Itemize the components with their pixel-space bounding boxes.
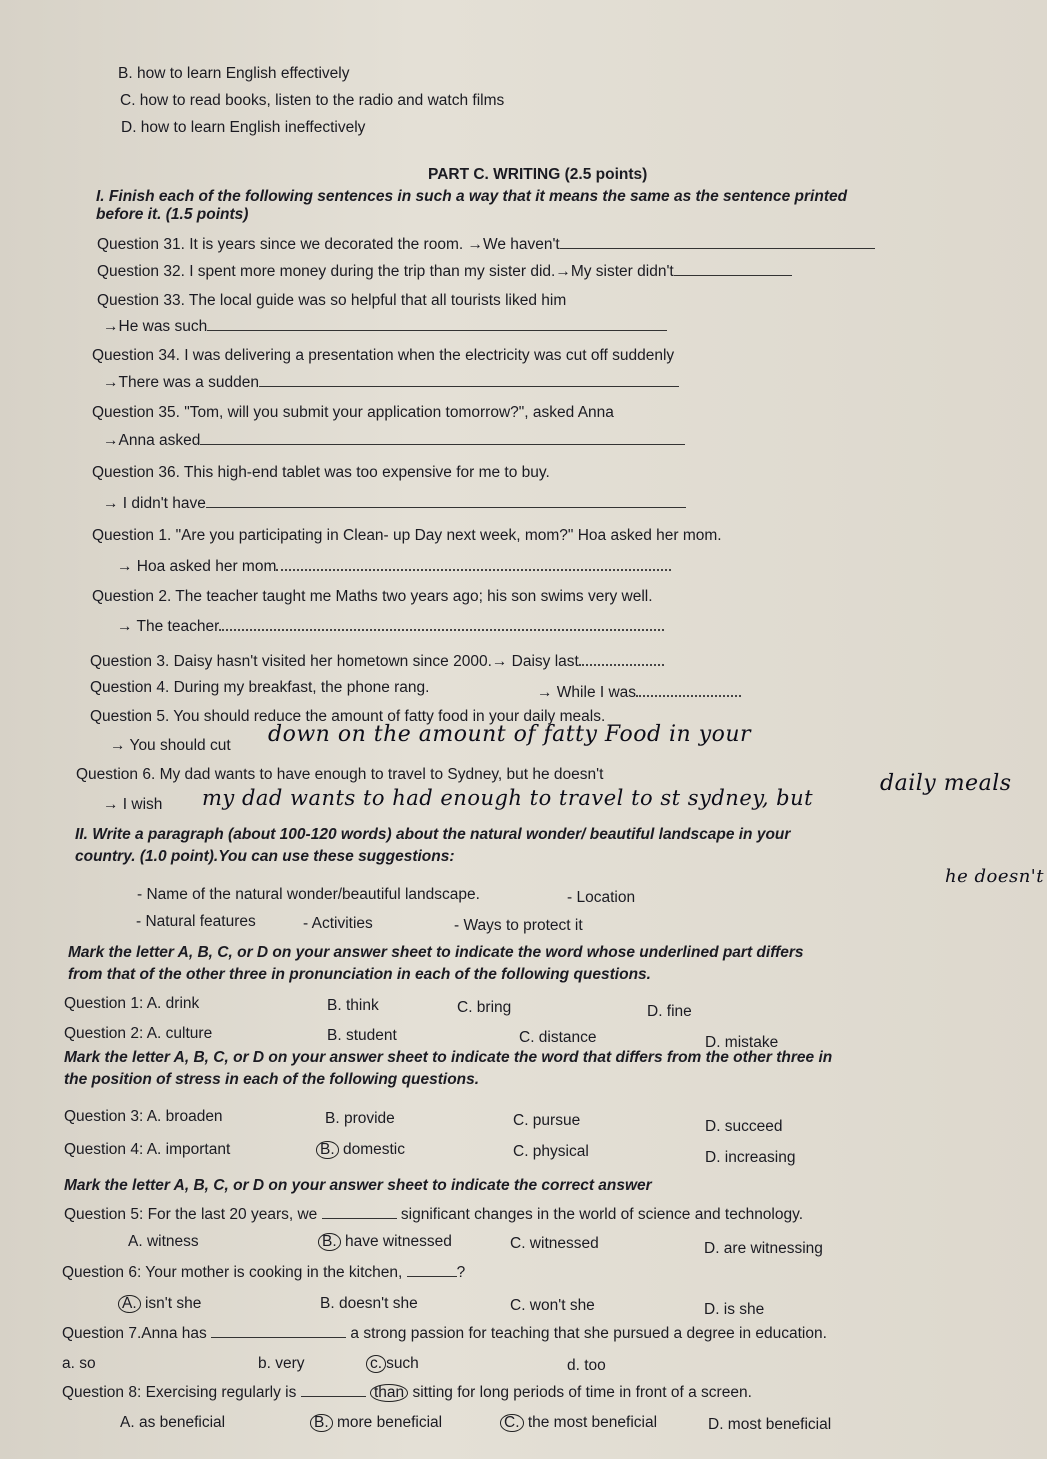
question-36-prompt: → I didn't have (103, 495, 686, 513)
answer-circle-c[interactable]: C. (500, 1414, 524, 1432)
answer-blank-34[interactable] (259, 374, 679, 387)
mc-q6-b: B. doesn't she (320, 1295, 418, 1312)
mc-q6-d: D. is she (704, 1301, 765, 1318)
handwritten-answer-5-line1: down on the amount of fatty Food in your (268, 722, 752, 747)
stress-q4-label: Question 4: A. important (64, 1141, 231, 1158)
answer-blank-1[interactable] (276, 557, 671, 571)
section2-instruction-a: II. Write a paragraph (about 100-120 words) about the natural wonder/ beautiful landscape in your (75, 826, 791, 843)
question-32-text: Question 32. I spent more money during the trip than my sister did.→My sister didn't (97, 263, 674, 280)
question-34-prompt: →There was a sudden (103, 374, 679, 392)
option-b: B. how to learn English effectively (118, 65, 350, 82)
question-36-text: Question 36. This high-end tablet was too expensive for me to buy. (92, 464, 550, 481)
part-c-title: PART C. WRITING (2.5 points) (428, 166, 648, 183)
suggestion-name: - Name of the natural wonder/beautiful landscape. (137, 886, 480, 903)
question-5-prompt: → You should cut (110, 737, 231, 754)
stress-q4-c: C. physical (513, 1143, 589, 1160)
answer-blank-35[interactable] (200, 432, 685, 445)
answer-blank-32[interactable] (674, 263, 792, 276)
suggestion-location: - Location (567, 889, 636, 906)
question-3: Question 3. Daisy hasn't visited her hometown since 2000.→ Daisy last (90, 652, 664, 671)
mc-q7-c: c. such (366, 1355, 419, 1373)
mc-q8-b: B. more beneficial (310, 1414, 442, 1432)
mc-q5-a: A. witness (128, 1233, 199, 1250)
pron-q1-d: D. fine (647, 1003, 692, 1020)
question-4-text: Question 4. During my breakfast, the phone rang. (90, 679, 430, 696)
pron-instruction-a: Mark the letter A, B, C, or D on your answer sheet to indicate the word whose underlined part differs (68, 944, 804, 961)
suggestion-protect: - Ways to protect it (454, 917, 583, 934)
than-circle: than (370, 1384, 408, 1402)
question-4-prompt: → While I was (537, 683, 741, 702)
answer-blank-31[interactable] (560, 236, 875, 249)
question-33-text: Question 33. The local guide was so helpful that all tourists liked him (97, 292, 567, 309)
question-6-prompt: → I wish (103, 796, 163, 813)
mc-q8-d: D. most beneficial (708, 1416, 832, 1433)
stress-instruction-b: the position of stress in each of the following questions. (64, 1071, 480, 1088)
answer-blank-2[interactable] (219, 617, 664, 631)
pron-q2-c: C. distance (519, 1029, 597, 1046)
question-34-text: Question 34. I was delivering a presentation when the electricity was cut off suddenly (92, 347, 675, 364)
stress-q3-d: D. succeed (705, 1118, 783, 1135)
answer-blank-36[interactable] (206, 495, 686, 508)
mc-q8-c: C. the most beneficial (500, 1414, 657, 1432)
suggestion-features: - Natural features (136, 913, 256, 930)
question-5-text: Question 5. You should reduce the amount of fatty food in your daily meals. (90, 708, 606, 725)
option-c: C. how to read books, listen to the radio and watch films (120, 92, 505, 109)
question-35-prompt: →Anna asked (103, 432, 685, 450)
section1-instruction-b: before it. (1.5 points) (96, 206, 249, 223)
option-d: D. how to learn English ineffectively (121, 119, 366, 136)
stress-q3-b: B. provide (325, 1110, 395, 1127)
mc-q6-a: A. isn't she (118, 1295, 201, 1313)
pron-q2-d: D. mistake (705, 1034, 779, 1051)
question-1-text: Question 1. "Are you participating in Clean- up Day next week, mom?" Hoa asked her mom. (92, 527, 722, 544)
answer-blank-3[interactable] (579, 652, 664, 666)
mc-q8-a: A. as beneficial (120, 1414, 226, 1431)
mc-q8-stem: Question 8: Exercising regularly is than sitting for long periods of time in front of a screen. (62, 1384, 752, 1401)
mc-q7-blank[interactable] (211, 1325, 346, 1338)
stress-q4-b: B. domestic (316, 1141, 405, 1159)
mc-q5-blank[interactable] (322, 1206, 397, 1219)
question-35-text: Question 35. "Tom, will you submit your application tomorrow?", asked Anna (92, 404, 614, 421)
question-2-text: Question 2. The teacher taught me Maths two years ago; his son swims very well. (92, 588, 653, 605)
answer-blank-4[interactable] (636, 683, 741, 697)
stress-q3-c: C. pursue (513, 1112, 581, 1129)
mc-q5-stem: Question 5: For the last 20 years, we significant changes in the world of science and technology. (64, 1206, 804, 1223)
section1-instruction-a: I. Finish each of the following sentences in such a way that it means the same as the sentence printed (96, 188, 848, 205)
answer-blank-33[interactable] (207, 318, 667, 331)
handwritten-answer-6-line2: he doesn't (945, 866, 1044, 887)
answer-circle-b[interactable]: B. (310, 1414, 333, 1432)
answer-circle-b[interactable]: B. (316, 1141, 339, 1159)
question-31 (97, 236, 875, 254)
handwritten-answer-6-line1: my dad wants to had enough to travel to st sydney, but (202, 786, 814, 810)
mc-q5-d: D. are witnessing (704, 1240, 823, 1257)
pron-q1-b: B. think (327, 997, 379, 1014)
stress-q3-label: Question 3: A. broaden (64, 1108, 223, 1125)
pron-q1-label: Question 1: A. drink (64, 995, 200, 1012)
mc-q6-c: C. won't she (510, 1297, 595, 1314)
answer-circle-b[interactable]: B. (318, 1233, 341, 1251)
question-32 (97, 263, 792, 281)
section2-instruction-b: country. (1.0 point).You can use these suggestions: (75, 848, 455, 865)
mc-q8-blank[interactable] (301, 1384, 366, 1397)
handwritten-answer-5-line2: daily meals (880, 771, 1012, 796)
mc-q6-blank[interactable] (407, 1264, 457, 1277)
stress-instruction-a: Mark the letter A, B, C, or D on your answer sheet to indicate the word that differs from the other three in (64, 1049, 833, 1066)
question-1-prompt: → Hoa asked her mom (117, 557, 671, 576)
pron-instruction-b: from that of the other three in pronunciation in each of the following questions. (68, 966, 651, 983)
mc-q7-b: b. very (258, 1355, 305, 1372)
stress-q4-d: D. increasing (705, 1149, 796, 1166)
answer-circle-a[interactable]: A. (118, 1295, 141, 1313)
pron-q2-b: B. student (327, 1027, 397, 1044)
suggestion-activities: - Activities (303, 915, 373, 932)
mc-instruction: Mark the letter A, B, C, or D on your answer sheet to indicate the correct answer (64, 1177, 652, 1194)
pron-q2-label: Question 2: A. culture (64, 1025, 213, 1042)
mc-q7-a: a. so (62, 1355, 96, 1372)
mc-q5-c: C. witnessed (510, 1235, 599, 1252)
mc-q5-b: B. have witnessed (318, 1233, 452, 1251)
answer-circle-c[interactable]: c. (366, 1355, 386, 1373)
pron-q1-c: C. bring (457, 999, 512, 1016)
mc-q6-stem: Question 6: Your mother is cooking in the kitchen, ? (62, 1264, 466, 1281)
question-33-prompt: →He was such (103, 318, 667, 336)
mc-q7-d: d. too (567, 1357, 606, 1374)
mc-q7-stem: Question 7.Anna has a strong passion for teaching that she pursued a degree in education. (62, 1325, 827, 1342)
question-31-text: Question 31. It is years since we decorated the room. →We haven't (97, 236, 560, 253)
question-6-text: Question 6. My dad wants to have enough to travel to Sydney, but he doesn't (76, 766, 604, 783)
question-2-prompt: → The teacher (117, 617, 664, 636)
